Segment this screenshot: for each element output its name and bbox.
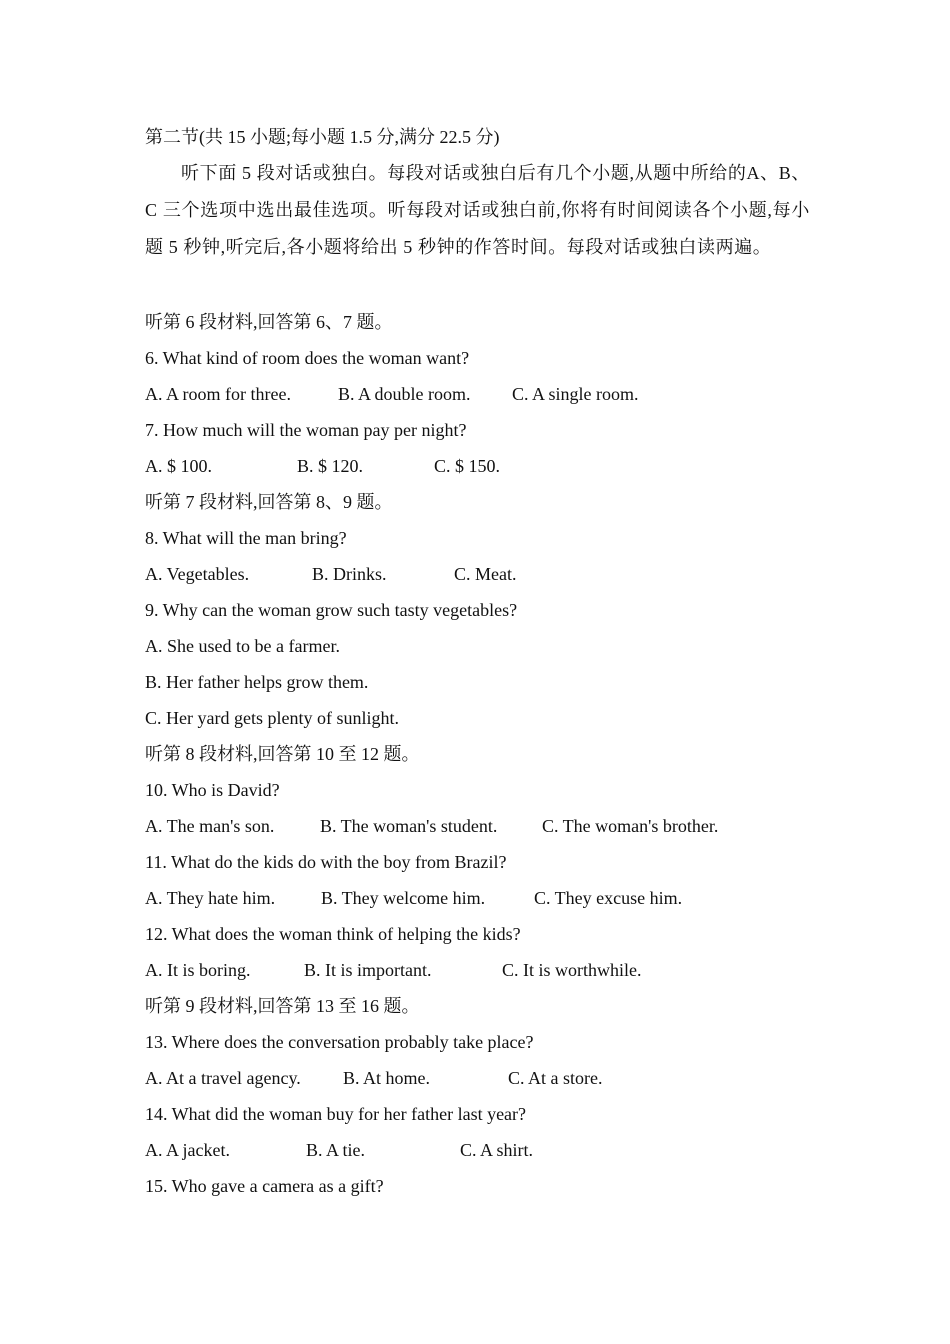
q8-option-a: A. Vegetables. (145, 564, 250, 584)
q7-option-a: A. $ 100. (145, 456, 212, 476)
question-14: 14. What did the woman buy for her father last year? (145, 1104, 527, 1124)
material-8-heading: 听第 8 段材料,回答第 10 至 12 题。 (145, 744, 420, 764)
q13-option-b: B. At home. (343, 1068, 431, 1088)
q9-option-a: A. She used to be a farmer. (145, 636, 340, 656)
q12-option-a: A. It is boring. (145, 960, 251, 980)
q7-option-c: C. $ 150. (434, 456, 501, 476)
question-12: 12. What does the woman think of helping the kids? (145, 924, 521, 944)
q8-option-b: B. Drinks. (312, 564, 387, 584)
q7-option-b: B. $ 120. (297, 456, 364, 476)
q14-option-b: B. A tie. (306, 1140, 366, 1160)
instructions-paragraph: 听下面 5 段对话或独白。每段对话或独白后有几个小题,从题中所给的A、B、C 三个选项中选出最佳选项。听每段对话或独白前,你将有时间阅读各个小题,每小题 5 秒钟,听完后,各小题将给出 5 秒钟的作答时间。每段对话或独白读两遍。 (145, 163, 810, 257)
question-11: 11. What do the kids do with the boy from Brazil? (145, 852, 507, 872)
q9-option-b: B. Her father helps grow them. (145, 672, 369, 692)
question-6: 6. What kind of room does the woman want? (145, 348, 470, 368)
q8-option-c: C. Meat. (454, 564, 517, 584)
q9-option-c: C. Her yard gets plenty of sunlight. (145, 708, 399, 728)
question-7: 7. How much will the woman pay per night? (145, 420, 467, 440)
q13-option-a: A. At a travel agency. (145, 1068, 301, 1088)
q10-option-b: B. The woman's student. (320, 816, 498, 836)
q11-option-c: C. They excuse him. (534, 888, 683, 908)
material-9-heading: 听第 9 段材料,回答第 13 至 16 题。 (145, 996, 420, 1016)
q12-option-c: C. It is worthwhile. (502, 960, 642, 980)
q11-option-a: A. They hate him. (145, 888, 276, 908)
q6-option-a: A. A room for three. (145, 384, 291, 404)
section-header: 第二节(共 15 小题;每小题 1.5 分,满分 22.5 分) (145, 127, 500, 147)
q12-option-b: B. It is important. (304, 960, 432, 980)
q13-option-c: C. At a store. (508, 1068, 603, 1088)
question-10: 10. Who is David? (145, 780, 280, 800)
q11-option-b: B. They welcome him. (321, 888, 486, 908)
q14-option-c: C. A shirt. (460, 1140, 534, 1160)
question-8: 8. What will the man bring? (145, 528, 347, 548)
q6-option-b: B. A double room. (338, 384, 471, 404)
q10-option-c: C. The woman's brother. (542, 816, 719, 836)
q14-option-a: A. A jacket. (145, 1140, 230, 1160)
question-15: 15. Who gave a camera as a gift? (145, 1176, 384, 1196)
question-13: 13. Where does the conversation probably take place? (145, 1032, 534, 1052)
q6-option-c: C. A single room. (512, 384, 639, 404)
material-6-heading: 听第 6 段材料,回答第 6、7 题。 (145, 312, 393, 332)
q10-option-a: A. The man's son. (145, 816, 275, 836)
material-7-heading: 听第 7 段材料,回答第 8、9 题。 (145, 492, 393, 512)
question-9: 9. Why can the woman grow such tasty vegetables? (145, 600, 518, 620)
